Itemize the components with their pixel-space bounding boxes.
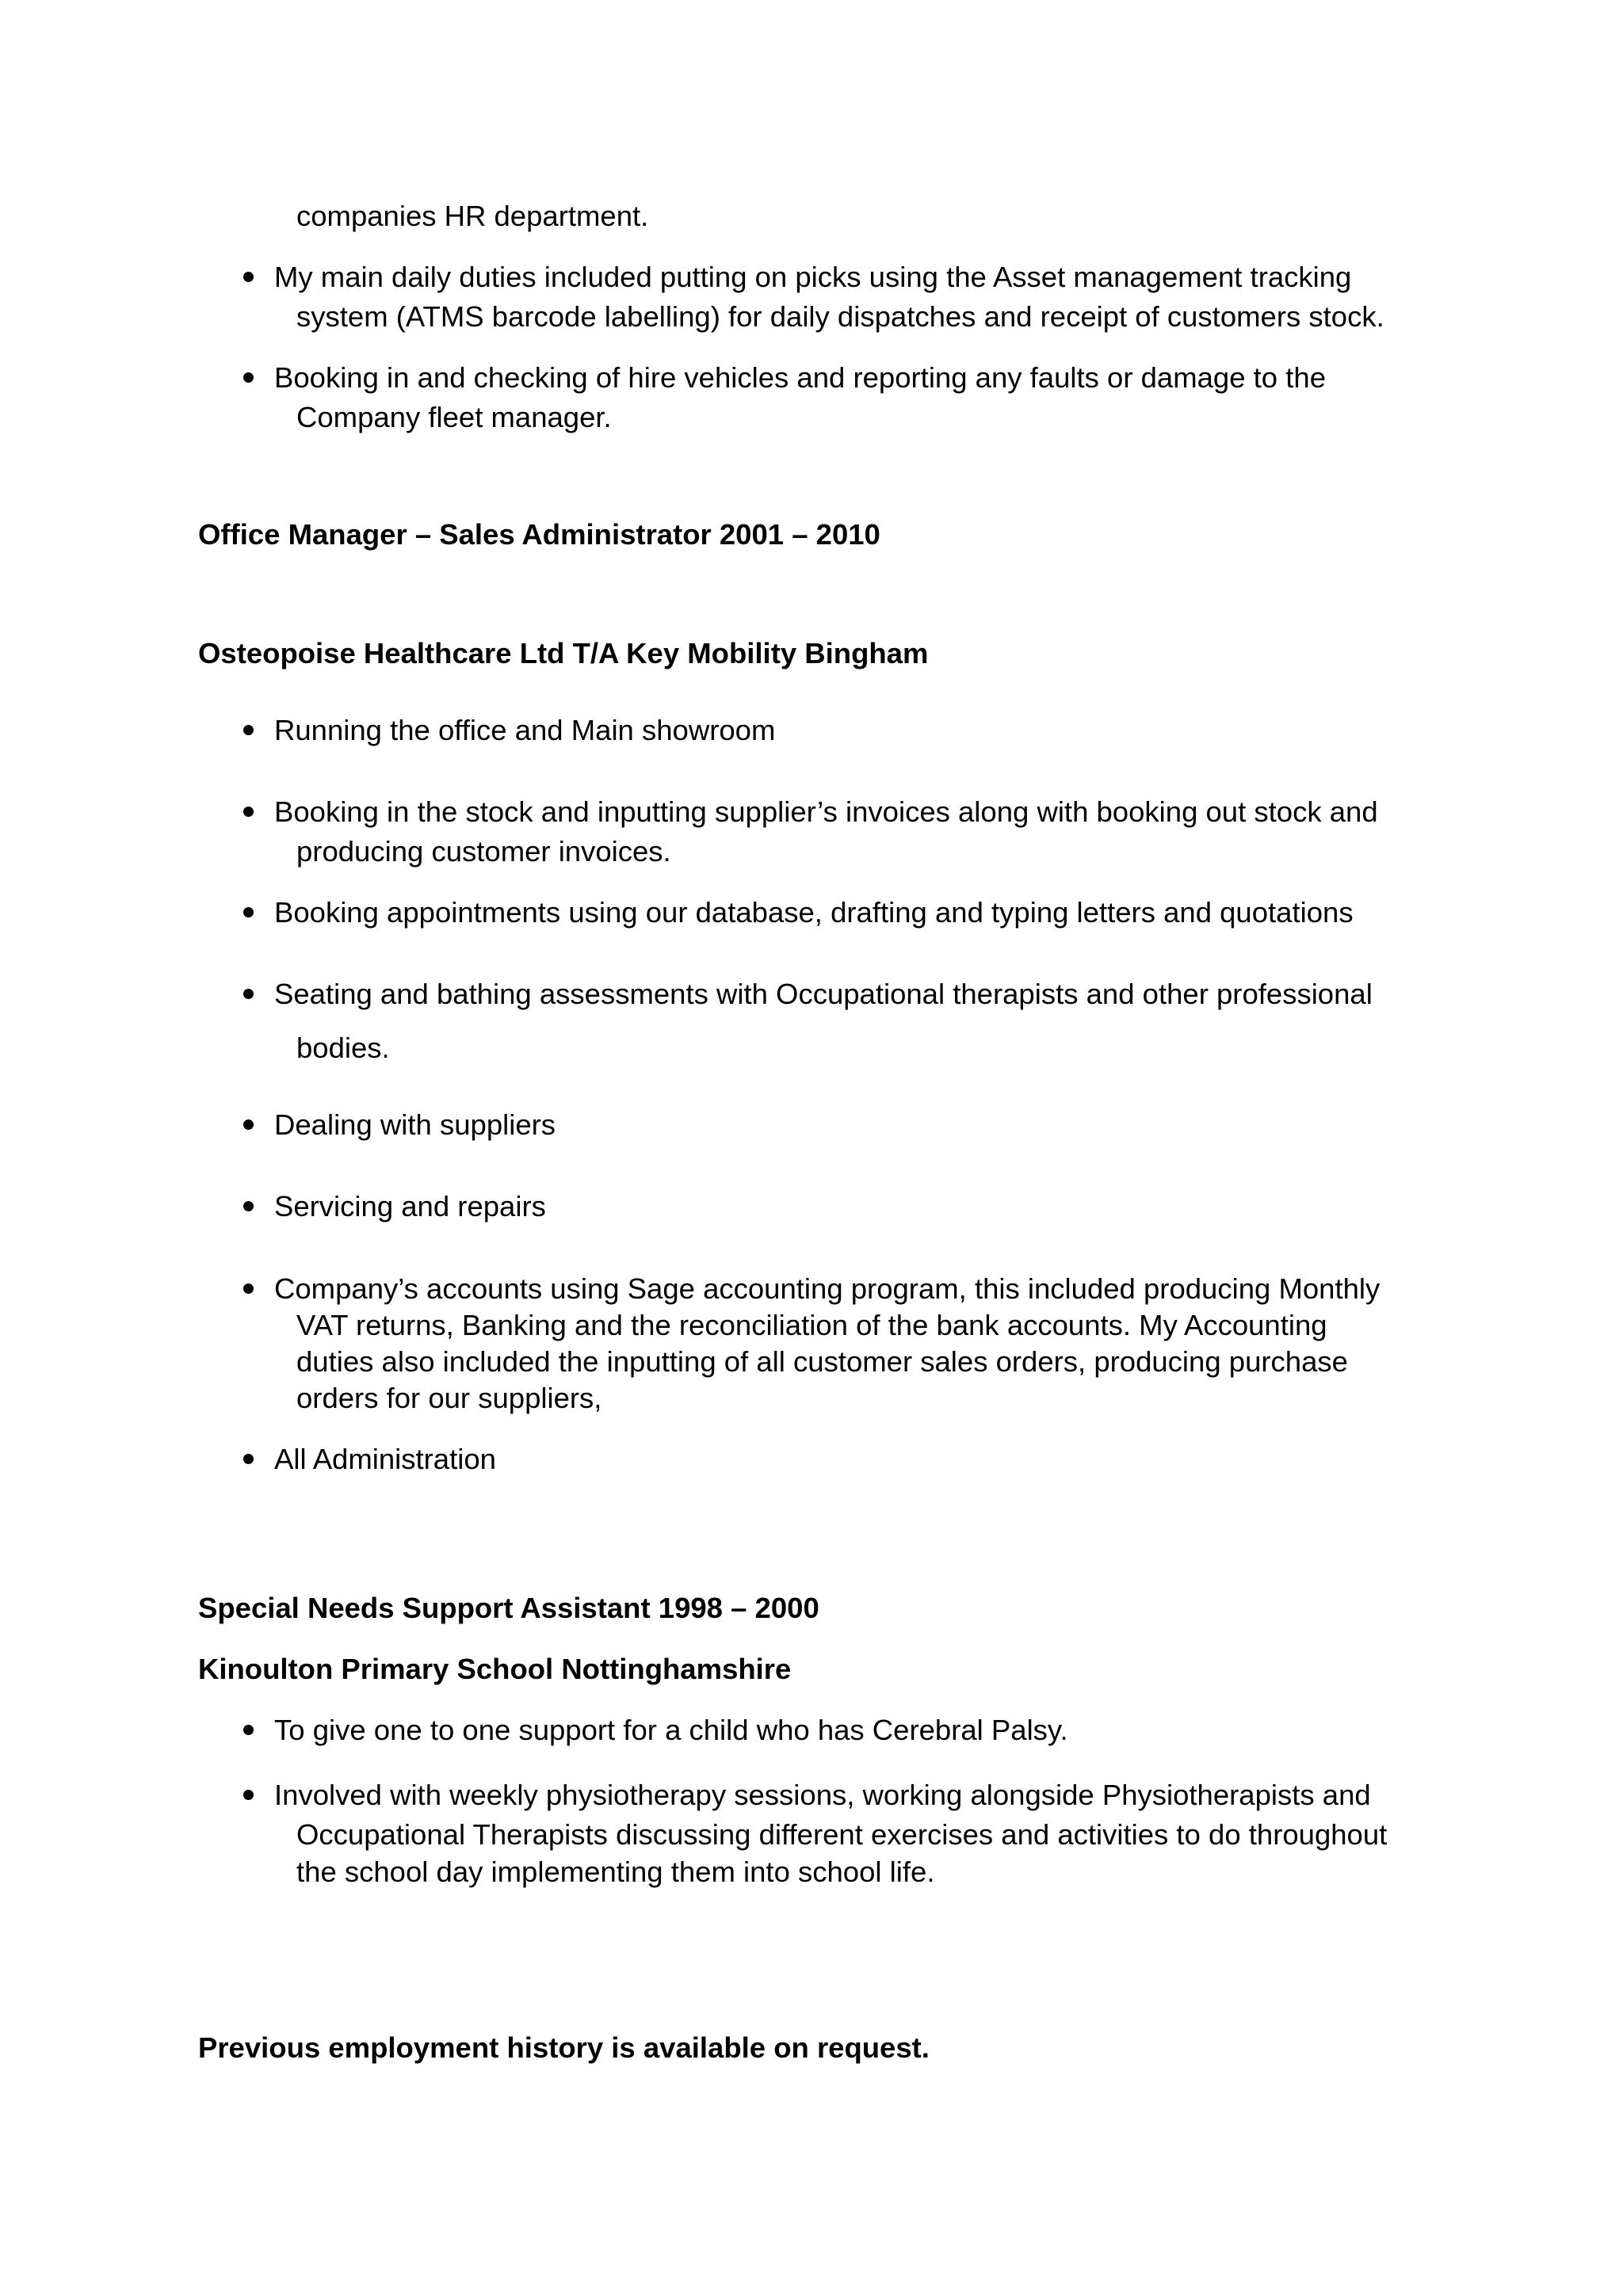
bullet-icon <box>243 907 254 917</box>
bullet-icon <box>243 1790 254 1800</box>
company-name: Kinoulton Primary School Nottinghamshire <box>198 1653 792 1685</box>
carryover-line: companies HR department. <box>296 200 649 232</box>
bullet-text: Dealing with suppliers <box>274 1108 556 1141</box>
bullet-text: Booking appointments using our database, drafting and typing letters and quotations <box>274 896 1354 929</box>
bullet-continuation: Company fleet manager. <box>296 401 612 433</box>
bullet-continuation: Occupational Therapists discussing different exercises and activities to do throughout <box>296 1818 1388 1851</box>
footer-note: Previous employment history is available on request. <box>198 2031 930 2064</box>
bullet-text: Booking in the stock and inputting supplier’s invoices along with booking out stock and <box>274 795 1378 828</box>
bullet-text: All Administration <box>274 1443 496 1475</box>
bullet-text: Company’s accounts using Sage accounting program, this included producing Monthly <box>274 1272 1381 1305</box>
bullet-text: To give one to one support for a child who has Cerebral Palsy. <box>274 1714 1068 1746</box>
bullet-continuation: producing customer invoices. <box>296 835 671 868</box>
bullet-text: My main daily duties included putting on picks using the Asset management tracking <box>274 261 1352 293</box>
bullet-icon <box>243 1283 254 1294</box>
bullet-text: Running the office and Main showroom <box>274 714 776 746</box>
bullet-icon <box>243 372 254 383</box>
bullet-icon <box>243 1201 254 1211</box>
bullet-continuation: orders for our suppliers, <box>296 1382 602 1414</box>
bullet-text: Booking in and checking of hire vehicles and reporting any faults or damage to the <box>274 361 1326 394</box>
bullet-continuation: VAT returns, Banking and the reconciliation of the bank accounts. My Accounting <box>296 1309 1327 1341</box>
bullet-icon <box>243 1454 254 1464</box>
job-title: Special Needs Support Assistant 1998 – 2000 <box>198 1592 819 1624</box>
bullet-continuation: the school day implementing them into school life. <box>296 1855 935 1888</box>
bullet-text: Servicing and repairs <box>274 1190 546 1222</box>
bullet-icon <box>243 989 254 999</box>
bullet-continuation: bodies. <box>296 1032 390 1064</box>
bullet-continuation: duties also included the inputting of all customer sales orders, producing purchase <box>296 1345 1348 1378</box>
job-title: Office Manager – Sales Administrator 2001 – 2010 <box>198 518 880 551</box>
bullet-icon <box>243 807 254 817</box>
bullet-continuation: system (ATMS barcode labelling) for daily dispatches and receipt of customers stock. <box>296 300 1384 333</box>
bullet-icon <box>243 1725 254 1735</box>
bullet-icon <box>243 725 254 735</box>
company-name: Osteopoise Healthcare Ltd T/A Key Mobility Bingham <box>198 637 929 669</box>
bullet-text: Seating and bathing assessments with Occupational therapists and other professional <box>274 978 1373 1010</box>
bullet-icon <box>243 1119 254 1130</box>
bullet-text: Involved with weekly physiotherapy sessions, working alongside Physiotherapists and <box>274 1779 1371 1811</box>
bullet-icon <box>243 272 254 282</box>
